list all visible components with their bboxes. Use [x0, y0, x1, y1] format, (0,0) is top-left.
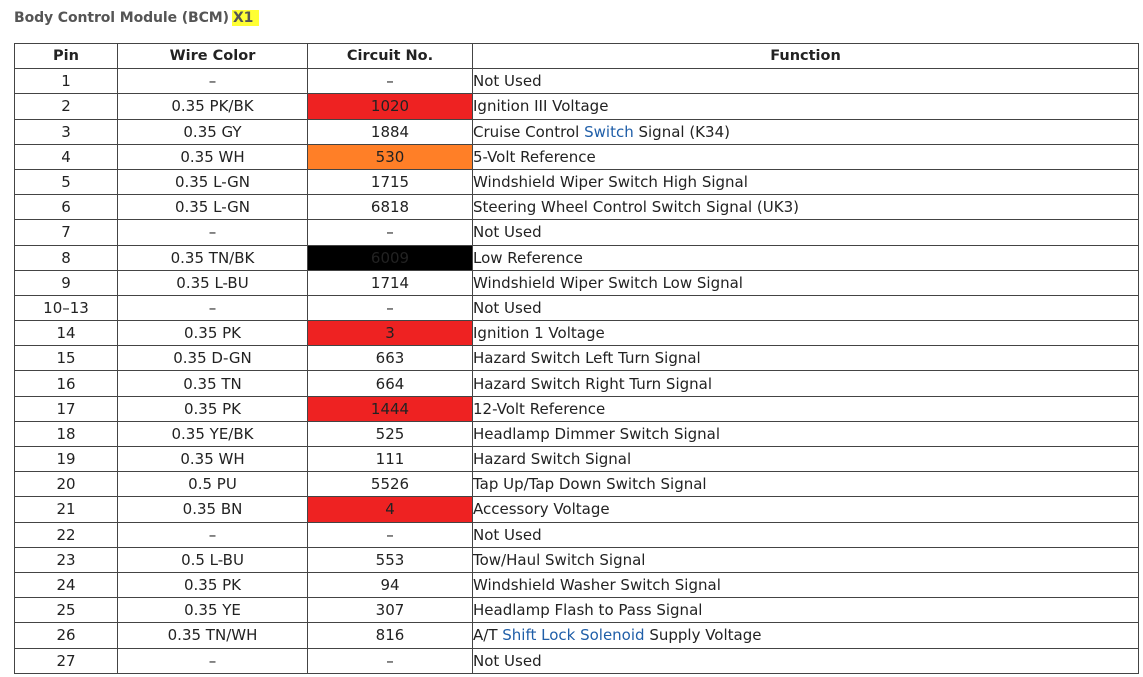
wire-color-cell: 0.35 WH — [118, 447, 308, 472]
header-circuit-no: Circuit No. — [308, 44, 473, 69]
function-cell: Windshield Wiper Switch High Signal — [473, 169, 1139, 194]
circuit-cell: 4 — [308, 497, 473, 522]
circuit-cell: 6009 — [308, 245, 473, 270]
table-row — [15, 270, 1139, 295]
pin-cell: 21 — [15, 497, 118, 522]
wire-color-cell: 0.35 TN — [118, 371, 308, 396]
table-row — [15, 572, 1139, 597]
table-row — [15, 447, 1139, 472]
pin-cell: 8 — [15, 245, 118, 270]
table-header-row — [15, 44, 1139, 69]
circuit-cell: – — [308, 295, 473, 320]
function-cell: Headlamp Dimmer Switch Signal — [473, 421, 1139, 446]
function-cell — [473, 119, 1139, 144]
pin-cell: 15 — [15, 346, 118, 371]
circuit-cell: – — [308, 220, 473, 245]
wire-color-cell: 0.35 L-GN — [118, 195, 308, 220]
wire-color-cell: 0.35 TN/WH — [118, 623, 308, 648]
circuit-cell: 6818 — [308, 195, 473, 220]
circuit-cell: 3 — [308, 321, 473, 346]
circuit-cell: 816 — [308, 623, 473, 648]
table-row — [15, 421, 1139, 446]
circuit-cell: 553 — [308, 547, 473, 572]
table-row — [15, 220, 1139, 245]
wire-color-cell: 0.35 GY — [118, 119, 308, 144]
wire-color-cell: – — [118, 522, 308, 547]
pin-cell: 1 — [15, 69, 118, 94]
table-row — [15, 371, 1139, 396]
wire-color-cell: – — [118, 295, 308, 320]
table-row — [15, 623, 1139, 648]
table-row — [15, 295, 1139, 320]
table-row — [15, 119, 1139, 144]
pin-cell: 5 — [15, 169, 118, 194]
pin-cell: 27 — [15, 648, 118, 673]
pinout-table — [14, 43, 1139, 674]
circuit-cell: 525 — [308, 421, 473, 446]
function-cell: Windshield Wiper Switch Low Signal — [473, 270, 1139, 295]
table-row — [15, 346, 1139, 371]
circuit-cell: 1020 — [308, 94, 473, 119]
table-row — [15, 547, 1139, 572]
pin-cell: 4 — [15, 144, 118, 169]
table-row — [15, 472, 1139, 497]
table-body — [15, 69, 1139, 674]
circuit-cell: 530 — [308, 144, 473, 169]
circuit-cell: 5526 — [308, 472, 473, 497]
wire-color-cell: – — [118, 69, 308, 94]
function-cell: Not Used — [473, 648, 1139, 673]
function-cell: Tap Up/Tap Down Switch Signal — [473, 472, 1139, 497]
pin-cell: 23 — [15, 547, 118, 572]
pin-cell: 14 — [15, 321, 118, 346]
function-link[interactable]: Shift Lock Solenoid — [502, 626, 645, 645]
table-row — [15, 321, 1139, 346]
table-row — [15, 522, 1139, 547]
function-cell: Tow/Haul Switch Signal — [473, 547, 1139, 572]
circuit-cell: 663 — [308, 346, 473, 371]
wire-color-cell: 0.35 PK — [118, 321, 308, 346]
function-cell: Hazard Switch Right Turn Signal — [473, 371, 1139, 396]
table-row — [15, 94, 1139, 119]
table-row — [15, 648, 1139, 673]
function-cell: Low Reference — [473, 245, 1139, 270]
function-text: Cruise Control — [473, 122, 585, 141]
circuit-cell: – — [308, 648, 473, 673]
circuit-cell: 1884 — [308, 119, 473, 144]
function-link[interactable]: Switch — [584, 122, 634, 141]
table-row — [15, 144, 1139, 169]
wire-color-cell: 0.35 TN/BK — [118, 245, 308, 270]
wire-color-cell: – — [118, 220, 308, 245]
function-cell: Accessory Voltage — [473, 497, 1139, 522]
table-row — [15, 396, 1139, 421]
function-cell: Ignition 1 Voltage — [473, 321, 1139, 346]
function-cell: Headlamp Flash to Pass Signal — [473, 598, 1139, 623]
table-row — [15, 69, 1139, 94]
function-text: A/T — [473, 626, 503, 645]
wire-color-cell: 0.35 PK — [118, 396, 308, 421]
circuit-cell: – — [308, 69, 473, 94]
pin-cell: 7 — [15, 220, 118, 245]
pin-cell: 20 — [15, 472, 118, 497]
circuit-cell: 1715 — [308, 169, 473, 194]
title-text: Body Control Module (BCM) — [14, 10, 229, 26]
function-cell: Not Used — [473, 69, 1139, 94]
pin-cell: 2 — [15, 94, 118, 119]
circuit-cell: 94 — [308, 572, 473, 597]
function-text: Signal (K34) — [633, 122, 730, 141]
pin-cell: 3 — [15, 119, 118, 144]
page-title — [14, 10, 259, 26]
connector-highlight: X1 — [232, 10, 259, 26]
pin-cell: 17 — [15, 396, 118, 421]
function-cell — [473, 623, 1139, 648]
pin-cell: 9 — [15, 270, 118, 295]
circuit-cell: 1444 — [308, 396, 473, 421]
wire-color-cell: 0.35 PK — [118, 572, 308, 597]
table-row — [15, 245, 1139, 270]
pin-cell: 25 — [15, 598, 118, 623]
function-cell: Not Used — [473, 220, 1139, 245]
function-cell: 5-Volt Reference — [473, 144, 1139, 169]
pin-cell: 6 — [15, 195, 118, 220]
wire-color-cell: 0.35 YE/BK — [118, 421, 308, 446]
pin-cell: 18 — [15, 421, 118, 446]
function-cell: Ignition III Voltage — [473, 94, 1139, 119]
table-row — [15, 598, 1139, 623]
function-cell: Hazard Switch Left Turn Signal — [473, 346, 1139, 371]
wire-color-cell: 0.5 PU — [118, 472, 308, 497]
function-cell: Windshield Washer Switch Signal — [473, 572, 1139, 597]
wire-color-cell: 0.35 BN — [118, 497, 308, 522]
circuit-cell: – — [308, 522, 473, 547]
circuit-cell: 664 — [308, 371, 473, 396]
pin-cell: 10–13 — [15, 295, 118, 320]
wire-color-cell: 0.35 L-BU — [118, 270, 308, 295]
table-row — [15, 497, 1139, 522]
wire-color-cell: 0.35 PK/BK — [118, 94, 308, 119]
wire-color-cell: 0.35 YE — [118, 598, 308, 623]
wire-color-cell: 0.35 D-GN — [118, 346, 308, 371]
wire-color-cell: 0.35 L-GN — [118, 169, 308, 194]
wire-color-cell: – — [118, 648, 308, 673]
function-cell: Hazard Switch Signal — [473, 447, 1139, 472]
pin-cell: 16 — [15, 371, 118, 396]
pin-cell: 19 — [15, 447, 118, 472]
table-row — [15, 169, 1139, 194]
header-wire-color: Wire Color — [118, 44, 308, 69]
pin-cell: 26 — [15, 623, 118, 648]
header-pin: Pin — [15, 44, 118, 69]
circuit-cell: 307 — [308, 598, 473, 623]
function-cell: Not Used — [473, 522, 1139, 547]
header-function: Function — [473, 44, 1139, 69]
circuit-cell: 111 — [308, 447, 473, 472]
function-cell: 12-Volt Reference — [473, 396, 1139, 421]
pin-cell: 22 — [15, 522, 118, 547]
function-cell: Not Used — [473, 295, 1139, 320]
circuit-cell: 1714 — [308, 270, 473, 295]
wire-color-cell: 0.5 L-BU — [118, 547, 308, 572]
pin-cell: 24 — [15, 572, 118, 597]
table-row — [15, 195, 1139, 220]
function-text: Supply Voltage — [644, 626, 762, 645]
wire-color-cell: 0.35 WH — [118, 144, 308, 169]
function-cell: Steering Wheel Control Switch Signal (UK3) — [473, 195, 1139, 220]
